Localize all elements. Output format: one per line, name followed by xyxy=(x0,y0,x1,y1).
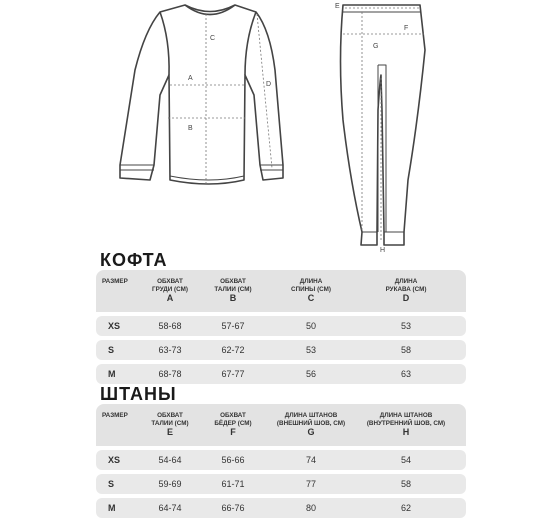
table-row xyxy=(96,364,466,384)
shirt-header-col-2 xyxy=(188,278,278,303)
label-e: E xyxy=(335,3,340,10)
value-cell: 59-69 xyxy=(158,479,182,489)
label-g: G xyxy=(373,43,379,50)
shirt-size-table xyxy=(96,270,466,384)
table-row xyxy=(96,316,466,336)
shirt-header-col-4 xyxy=(361,278,451,303)
value-cell: 62-72 xyxy=(221,345,245,355)
value-cell: 74 xyxy=(305,455,316,465)
pants-header-col-4 xyxy=(361,412,451,437)
size-cell: XS xyxy=(108,455,121,465)
table-row xyxy=(96,474,466,494)
value-cell: 57-67 xyxy=(221,321,245,331)
header-letter: A xyxy=(166,293,174,303)
value-cell: 56-66 xyxy=(221,455,245,465)
size-cell: M xyxy=(108,503,116,513)
value-cell: 67-77 xyxy=(221,369,245,379)
header-text: (ВНУТРЕННИЙ ШОВ, СМ) xyxy=(366,419,446,427)
label-d: D xyxy=(266,81,272,88)
value-cell: 58-68 xyxy=(158,321,182,331)
header-text: ОБХВАТ xyxy=(157,278,183,285)
shirt-table-title: КОФТА xyxy=(100,250,168,270)
label-b: B xyxy=(188,125,193,132)
header-text: РАЗМЕР xyxy=(102,278,128,285)
header-letter: C xyxy=(307,293,315,303)
shirt-measure-lines xyxy=(168,14,272,184)
value-cell: 54 xyxy=(400,455,411,465)
pants-header-col-2 xyxy=(188,412,278,437)
pants-drawing xyxy=(341,5,426,245)
value-cell: 68-78 xyxy=(158,369,182,379)
value-cell: 62 xyxy=(400,503,411,513)
size-cell: XS xyxy=(108,321,121,331)
header-text: РУКАВА (СМ) xyxy=(385,285,427,293)
header-letter: D xyxy=(402,293,410,303)
header-text: (ВНЕШНИЙ ШОВ, СМ) xyxy=(276,419,346,427)
value-cell: 53 xyxy=(400,321,411,331)
value-cell: 53 xyxy=(305,345,316,355)
header-text: ОБХВАТ xyxy=(157,412,183,419)
header-text: ДЛИНА xyxy=(299,278,323,285)
value-cell: 63 xyxy=(400,369,411,379)
table-row xyxy=(96,450,466,470)
header-text: ТАЛИИ (СМ) xyxy=(151,419,189,427)
header-text: ДЛИНА ШТАНОВ xyxy=(379,412,433,419)
table-row xyxy=(96,498,466,518)
header-letter: F xyxy=(230,427,236,437)
value-cell: 56 xyxy=(305,369,316,379)
header-text: ОБХВАТ xyxy=(220,412,246,419)
value-cell: 58 xyxy=(400,345,411,355)
pants-size-table xyxy=(96,404,466,518)
size-cell: S xyxy=(108,345,115,355)
size-cell: M xyxy=(108,369,116,379)
value-cell: 54-64 xyxy=(158,455,182,465)
header-letter: E xyxy=(166,427,173,437)
shirt-header-col-0 xyxy=(102,278,128,286)
value-cell: 66-76 xyxy=(221,503,245,513)
header-text: ТАЛИИ (СМ) xyxy=(214,285,252,293)
value-cell: 50 xyxy=(305,321,316,331)
label-a: A xyxy=(188,75,193,82)
label-h: H xyxy=(380,247,386,254)
value-cell: 77 xyxy=(305,479,316,489)
shirt-header-col-3 xyxy=(266,278,356,303)
header-text: ДЛИНА xyxy=(394,278,418,285)
header-text: ГРУДИ (СМ) xyxy=(152,285,188,293)
header-letter: G xyxy=(307,427,315,437)
value-cell: 80 xyxy=(305,503,316,513)
value-cell: 63-73 xyxy=(158,345,182,355)
header-letter: B xyxy=(229,293,237,303)
pants-table-title: ШТАНЫ xyxy=(100,384,177,404)
label-c: C xyxy=(210,35,216,42)
header-text: СПИНЫ (СМ) xyxy=(291,285,331,293)
pants-table-header xyxy=(96,404,466,446)
value-cell: 58 xyxy=(400,479,411,489)
label-f: F xyxy=(404,25,409,32)
pants-header-col-0 xyxy=(102,412,128,420)
header-letter: H xyxy=(402,427,410,437)
pants-header-col-3 xyxy=(266,412,356,437)
header-text: БЁДЕР (СМ) xyxy=(214,419,252,427)
garment-illustration xyxy=(0,0,560,254)
shirt-table-header xyxy=(96,270,466,312)
header-text: ДЛИНА ШТАНОВ xyxy=(284,412,338,419)
value-cell: 61-71 xyxy=(221,479,245,489)
value-cell: 64-74 xyxy=(158,503,182,513)
header-text: РАЗМЕР xyxy=(102,412,128,419)
table-row xyxy=(96,340,466,360)
header-text: ОБХВАТ xyxy=(220,278,246,285)
size-cell: S xyxy=(108,479,115,489)
